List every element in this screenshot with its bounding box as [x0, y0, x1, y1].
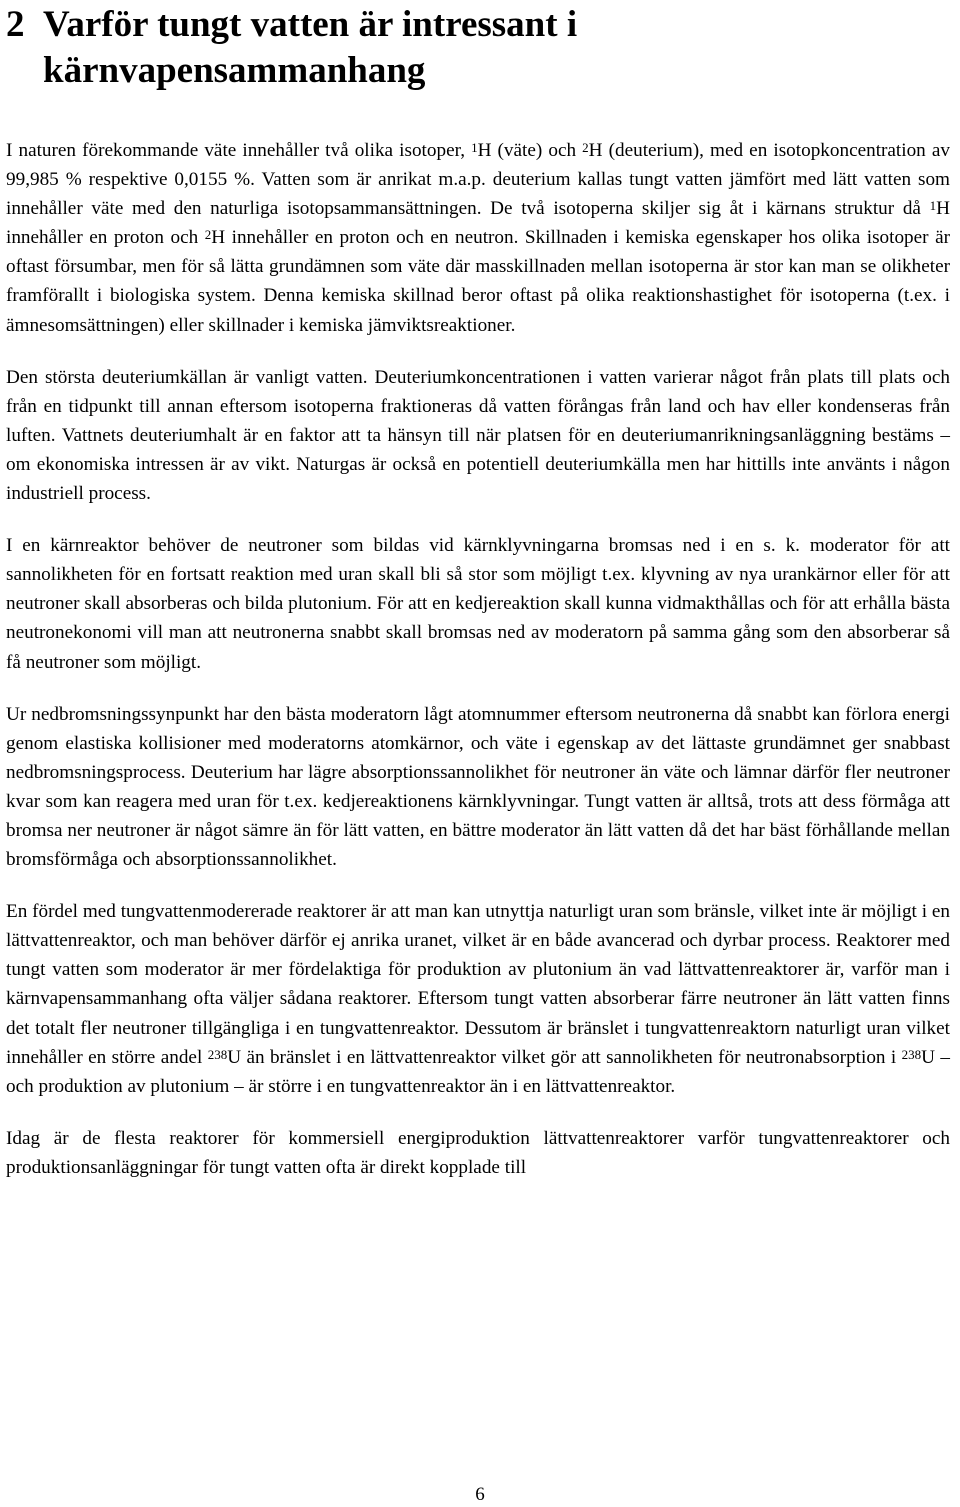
paragraph-heavy-water-reactors	[6, 897, 952, 1101]
text-run: H (deuterium), med en isotopkoncentration av 99,985 % respektive 0,0155 %. Vatten som är anrikat m.a.p. deuterium kallas tungt vatten jämfört med lätt vatten som innehåller väte med den naturliga isotopsammansättningen. De två isotoperna skiljer sig åt i kärnans struktur då	[6, 140, 950, 220]
text-run: U än bränslet i en lättvattenreaktor vilket gör att sannolikheten för neutronabsorption i	[227, 1046, 902, 1068]
superscript: 1	[471, 140, 478, 155]
body-text	[6, 136, 952, 1182]
paragraph-isotopes	[6, 136, 952, 340]
superscript: 238	[901, 1046, 922, 1062]
text-run: H (väte) och	[477, 140, 583, 161]
superscript: 238	[207, 1046, 228, 1062]
chapter-title-line1: Varför tungt vatten är intressant i	[43, 4, 578, 45]
text-run: H innehåller en proton och	[6, 198, 950, 249]
text-run: En fördel med tungvattenmodererade reaktorer är att man kan utnyttja naturligt uran som bränsle, vilket inte är möjligt i en lättvattenreaktor, och man behöver därför ej anrika uranet, vilket är en både avancerad och dyrbar process. Reaktorer med tungt vatten som moderator är mer fördelaktiga för produktion av plutonium än vad lättvattenreaktorer är, varför man i kärnvapensammanhang ofta väljer sådana reaktorer. Eftersom tungt vatten absorberar färre neutroner än lätt vatten finns det totalt fler neutroner tillgängliga i en tungvattenreaktor. Dessutom är bränslet i tungvattenreaktorn naturligt uran vilket innehåller en större andel	[6, 901, 950, 1068]
paragraph-deuterium-source: Den största deuteriumkällan är vanligt vatten. Deuteriumkoncentrationen i vatten varierar något från plats till plats och från en tidpunkt till annan eftersom isotoperna fraktioneras då vatten förångas från land och hav eller kondenseras från luften. Vattnets deuteriumhalt är en faktor att ta hänsyn till när platsen för en deuteriumanrikningsanläggning bestäms – om ekonomiska intressen är av vikt. Naturgas är också en potentiell deuteriumkälla men har hittills inte använts i någon industriell process.	[6, 366, 950, 505]
text-run: U – och produktion av plutonium – är större i en tungvattenreaktor än i en lättvattenreaktor.	[6, 1046, 951, 1097]
superscript: 2	[582, 140, 589, 155]
chapter-number: 2	[6, 4, 25, 45]
text-run: H innehåller en proton och en neutron. Skillnaden i kemiska egenskaper hos olika isotoper är oftast försumbar, men för så lätta grundämnen som väte där masskillnaden mellan isotoperna är stor kan man se olikheter framförallt i biologiska system. Denna kemiska skillnad beror oftast på olika reaktionshastighet för isotoperna (t.ex. i ämnesomsättningen) eller skillnader i kemiska jämviktsreaktioner.	[6, 227, 950, 336]
paragraph-moderation-properties: Ur nedbromsningssynpunkt har den bästa moderatorn lågt atomnummer eftersom neutronerna då snabbt kan förlora energi genom elastiska kollisioner med moderatorns atomkärnor, och väte i egenskap av det lättaste grundämnet ger snabbast nedbromsningsprocess. Deuterium har lägre absorptionssannolikhet för neutroner än väte och lämnar därför fler neutroner kvar som kan reagera med uran för t.ex. kedjereaktionens kärnklyvningar. Tungt vatten är alltså, trots att dess förmåga att bromsa ner neutroner är något sämre än för lätt vatten, en bättre moderator än lätt vatten då det har bäst förhållande mellan bromsförmåga och absorptionssannolikhet.	[6, 703, 950, 871]
superscript: 2	[204, 227, 212, 243]
chapter-title-line2: kärnvapensammanhang	[43, 50, 426, 91]
superscript: 1	[929, 198, 937, 214]
page-number: 6	[475, 1484, 485, 1505]
paragraph-moderator: I en kärnreaktor behöver de neutroner som bildas vid kärnklyvningarna bromsas ned i en s. k. moderator för att sannolikheten för en fortsatt reaktion med uran skall bli så stor som möjligt t.ex. klyvning av nya urankärnor eller för att neutroner skall absorberas och bilda plutonium. För att en kedjereaktion skall kunna vidmakthållas och för att erhålla bästa neutronekonomi vill man att neutronerna snabbt skall bromsas ned av moderatorn på samma gång som den absorberar så få neutroner som möjligt.	[6, 535, 950, 673]
chapter-heading	[6, 0, 952, 94]
text-run: I naturen förekommande väte innehåller två olika isotoper,	[6, 140, 472, 161]
paragraph-commercial-reactors: Idag är de flesta reaktorer för kommersiell energiproduktion lättvattenreaktorer varför tungvattenreaktorer och produktionsanläggningar för tungt vatten ofta är direkt kopplade till	[6, 1127, 950, 1178]
